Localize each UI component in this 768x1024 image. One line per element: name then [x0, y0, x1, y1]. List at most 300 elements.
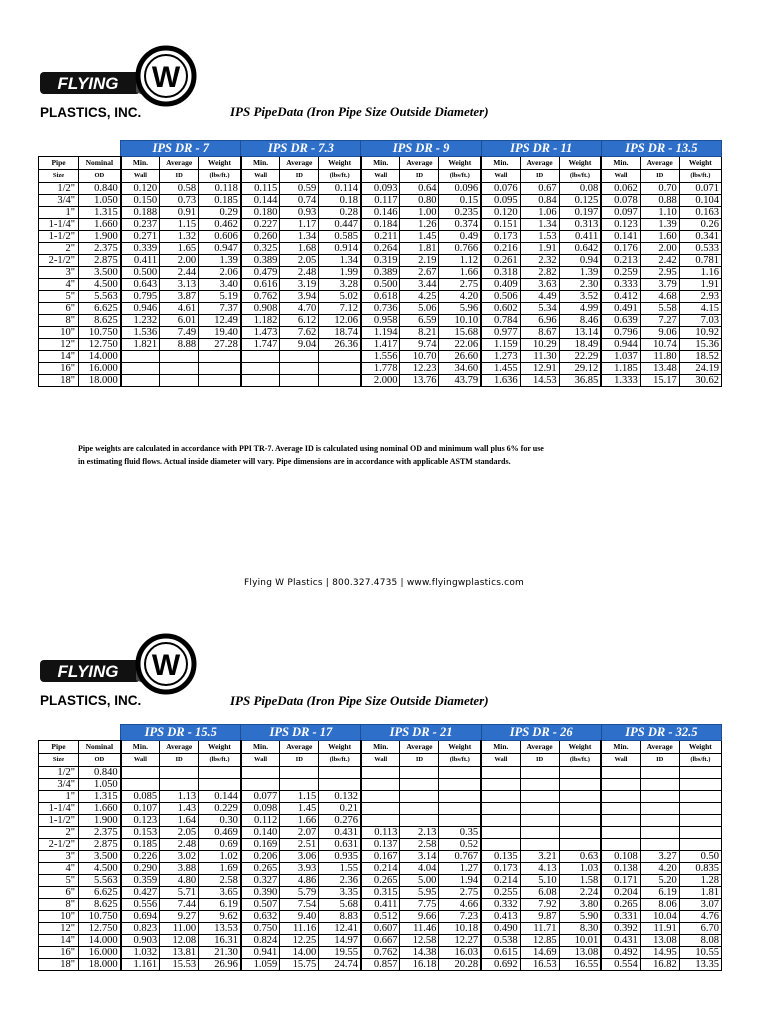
value-cell: 5.19 [199, 291, 241, 303]
table-row [39, 327, 722, 339]
value-cell: 10.750 [79, 911, 121, 923]
value-cell: 0.914 [319, 243, 361, 255]
value-cell: 1.778 [361, 363, 400, 375]
value-cell: 0.694 [121, 911, 160, 923]
value-cell [520, 827, 559, 839]
value-cell [481, 839, 520, 851]
value-cell: 12.25 [280, 935, 319, 947]
pipe-size-cell: 16" [39, 947, 79, 959]
value-cell [121, 375, 160, 387]
value-cell [199, 363, 241, 375]
value-cell: 0.823 [121, 923, 160, 935]
value-cell: 0.958 [361, 315, 400, 327]
value-cell: 10.29 [520, 339, 559, 351]
value-cell: 0.093 [361, 183, 400, 195]
value-cell: 27.28 [199, 339, 241, 351]
value-cell: 0.606 [199, 231, 241, 243]
value-cell: 0.642 [559, 243, 601, 255]
column-header: ID [520, 170, 559, 183]
column-header: Weight [199, 157, 241, 170]
value-cell: 1.55 [319, 863, 361, 875]
value-cell: 5.06 [400, 303, 439, 315]
value-cell [439, 791, 481, 803]
column-header: Wall [121, 170, 160, 183]
value-cell: 1.660 [79, 803, 121, 815]
value-cell: 0.085 [121, 791, 160, 803]
value-cell: 1.10 [640, 207, 679, 219]
value-cell: 5.563 [79, 291, 121, 303]
value-cell: 0.947 [199, 243, 241, 255]
value-cell: 1.81 [400, 243, 439, 255]
table-row [39, 363, 722, 375]
column-header: Weight [679, 741, 721, 754]
value-cell: 0.762 [361, 947, 400, 959]
value-cell [439, 767, 481, 779]
value-cell: 3.87 [160, 291, 199, 303]
value-cell [439, 779, 481, 791]
value-cell: 13.35 [679, 959, 721, 971]
value-cell: 13.08 [640, 935, 679, 947]
value-cell: 0.259 [601, 267, 640, 279]
value-cell: 0.163 [679, 207, 721, 219]
value-cell: 0.941 [241, 947, 280, 959]
value-cell: 1.12 [439, 255, 481, 267]
table-row [39, 959, 722, 971]
value-cell: 12.91 [520, 363, 559, 375]
value-cell: 14.000 [79, 935, 121, 947]
value-cell: 7.44 [160, 899, 199, 911]
value-cell: 0.197 [559, 207, 601, 219]
dr-group-header: IPS DR - 9 [361, 141, 481, 157]
value-cell: 0.903 [121, 935, 160, 947]
pipe-size-cell: 16" [39, 363, 79, 375]
table-row [39, 875, 722, 887]
value-cell: 13.08 [559, 947, 601, 959]
value-cell: 1.53 [520, 231, 559, 243]
value-cell [640, 815, 679, 827]
value-cell: 10.55 [679, 947, 721, 959]
value-cell: 0.692 [481, 959, 520, 971]
pipe-size-cell: 14" [39, 935, 79, 947]
value-cell: 1.17 [280, 219, 319, 231]
value-cell: 1.15 [160, 219, 199, 231]
value-cell: 0.411 [121, 255, 160, 267]
column-header: (lbs/ft.) [679, 754, 721, 767]
value-cell: 0.171 [601, 875, 640, 887]
value-cell: 0.071 [679, 183, 721, 195]
value-cell: 1.15 [280, 791, 319, 803]
value-cell [520, 779, 559, 791]
value-cell: 9.04 [280, 339, 319, 351]
value-cell: 10.92 [679, 327, 721, 339]
column-header: Wall [481, 754, 520, 767]
value-cell: 1.536 [121, 327, 160, 339]
pipe-size-cell: 2" [39, 243, 79, 255]
value-cell: 0.077 [241, 791, 280, 803]
value-cell: 1.39 [640, 219, 679, 231]
value-cell [601, 839, 640, 851]
value-cell: 1.65 [160, 243, 199, 255]
footer-contact: Flying W Plastics | 800.327.4735 | www.flyingwplastics.com [244, 578, 524, 588]
column-header: Nominal [79, 157, 121, 170]
value-cell [601, 779, 640, 791]
value-cell: 4.70 [280, 303, 319, 315]
pipe-size-cell: 4" [39, 279, 79, 291]
value-cell: 20.28 [439, 959, 481, 971]
value-cell: 0.607 [361, 923, 400, 935]
column-header: Weight [319, 741, 361, 754]
value-cell [481, 815, 520, 827]
column-header: Average [280, 157, 319, 170]
column-header: Wall [481, 170, 520, 183]
pipe-size-cell: 6" [39, 887, 79, 899]
pipe-size-cell: 5" [39, 291, 79, 303]
value-cell: 0.260 [241, 231, 280, 243]
column-header: Nominal [79, 741, 121, 754]
value-cell: 3.21 [520, 851, 559, 863]
value-cell: 12.41 [319, 923, 361, 935]
pipe-size-cell: 1" [39, 791, 79, 803]
value-cell: 5.10 [520, 875, 559, 887]
value-cell: 0.58 [160, 183, 199, 195]
column-header: Average [160, 741, 199, 754]
value-cell: 7.37 [199, 303, 241, 315]
value-cell: 2.000 [361, 375, 400, 387]
value-cell: 9.40 [280, 911, 319, 923]
value-cell: 2.48 [160, 839, 199, 851]
value-cell: 1.900 [79, 815, 121, 827]
column-header: (lbs/ft.) [319, 170, 361, 183]
value-cell: 0.237 [121, 219, 160, 231]
value-cell: 1.636 [481, 375, 520, 387]
svg-text:W: W [151, 649, 181, 682]
value-cell: 0.123 [121, 815, 160, 827]
column-header: (lbs/ft.) [559, 170, 601, 183]
value-cell: 34.60 [439, 363, 481, 375]
value-cell: 8.625 [79, 899, 121, 911]
value-cell: 0.615 [481, 947, 520, 959]
value-cell: 1.660 [79, 219, 121, 231]
value-cell: 0.977 [481, 327, 520, 339]
value-cell: 0.333 [601, 279, 640, 291]
value-cell: 1.315 [79, 791, 121, 803]
value-cell: 2.00 [160, 255, 199, 267]
value-cell: 1.473 [241, 327, 280, 339]
value-cell: 0.618 [361, 291, 400, 303]
column-header: (lbs/ft.) [679, 170, 721, 183]
value-cell: 10.750 [79, 327, 121, 339]
column-header: ID [280, 170, 319, 183]
value-cell: 0.411 [559, 231, 601, 243]
column-header: Average [400, 741, 439, 754]
value-cell [520, 815, 559, 827]
value-cell: 0.29 [199, 207, 241, 219]
value-cell: 3.63 [520, 279, 559, 291]
value-cell [319, 351, 361, 363]
value-cell: 3.80 [559, 899, 601, 911]
value-cell: 1.26 [400, 219, 439, 231]
value-cell [241, 779, 280, 791]
column-header: Min. [481, 157, 520, 170]
table-row [39, 851, 722, 863]
value-cell: 6.625 [79, 887, 121, 899]
value-cell: 29.12 [559, 363, 601, 375]
value-cell: 1.66 [280, 815, 319, 827]
value-cell: 0.63 [559, 851, 601, 863]
value-cell [319, 779, 361, 791]
value-cell: 0.490 [481, 923, 520, 935]
value-cell: 0.556 [121, 899, 160, 911]
value-cell: 0.667 [361, 935, 400, 947]
value-cell: 10.10 [439, 315, 481, 327]
value-cell: 5.68 [319, 899, 361, 911]
page-title: IPS PipeData (Iron Pipe Size Outside Diameter) [230, 693, 489, 708]
value-cell [241, 363, 280, 375]
value-cell: 0.206 [241, 851, 280, 863]
value-cell: 8.46 [559, 315, 601, 327]
value-cell: 1.58 [559, 875, 601, 887]
value-cell: 2.42 [640, 255, 679, 267]
value-cell: 0.098 [241, 803, 280, 815]
value-cell: 8.83 [319, 911, 361, 923]
value-cell: 0.176 [601, 243, 640, 255]
value-cell: 2.00 [640, 243, 679, 255]
pipe-data-table-2 [38, 724, 722, 971]
value-cell: 0.389 [241, 255, 280, 267]
value-cell: 0.214 [361, 863, 400, 875]
value-cell [640, 779, 679, 791]
value-cell: 0.214 [481, 875, 520, 887]
value-cell: 0.69 [199, 839, 241, 851]
value-cell [361, 791, 400, 803]
value-cell: 0.107 [121, 803, 160, 815]
value-cell: 4.76 [679, 911, 721, 923]
value-cell: 0.602 [481, 303, 520, 315]
value-cell: 0.390 [241, 887, 280, 899]
value-cell: 0.15 [439, 195, 481, 207]
table-row [39, 779, 722, 791]
table-row [39, 219, 722, 231]
value-cell: 0.585 [319, 231, 361, 243]
value-cell: 1.32 [160, 231, 199, 243]
pipe-size-cell: 14" [39, 351, 79, 363]
value-cell: 0.512 [361, 911, 400, 923]
value-cell: 0.188 [121, 207, 160, 219]
value-cell: 0.750 [241, 923, 280, 935]
value-cell: 0.138 [601, 863, 640, 875]
value-cell: 0.325 [241, 243, 280, 255]
value-cell: 2.67 [400, 267, 439, 279]
value-cell: 7.62 [280, 327, 319, 339]
value-cell: 2.06 [199, 267, 241, 279]
value-cell [679, 791, 721, 803]
value-cell: 1.27 [439, 863, 481, 875]
value-cell: 2.05 [280, 255, 319, 267]
value-cell [400, 803, 439, 815]
value-cell: 6.625 [79, 303, 121, 315]
value-cell: 12.58 [400, 935, 439, 947]
value-cell: 7.27 [640, 315, 679, 327]
value-cell: 3.27 [640, 851, 679, 863]
value-cell: 18.52 [679, 351, 721, 363]
value-cell: 0.409 [481, 279, 520, 291]
value-cell: 16.18 [400, 959, 439, 971]
value-cell: 0.185 [121, 839, 160, 851]
value-cell: 0.078 [601, 195, 640, 207]
value-cell: 0.73 [160, 195, 199, 207]
value-cell: 1.39 [559, 267, 601, 279]
value-cell: 1.68 [280, 243, 319, 255]
value-cell: 21.30 [199, 947, 241, 959]
value-cell: 0.313 [559, 219, 601, 231]
column-header: Wall [601, 754, 640, 767]
value-cell: 9.27 [160, 911, 199, 923]
value-cell [160, 375, 199, 387]
value-cell: 2.13 [400, 827, 439, 839]
value-cell: 0.840 [79, 183, 121, 195]
value-cell: 1.159 [481, 339, 520, 351]
value-cell [640, 827, 679, 839]
value-cell: 14.00 [280, 947, 319, 959]
value-cell: 8.06 [640, 899, 679, 911]
value-cell: 0.946 [121, 303, 160, 315]
value-cell: 1.161 [121, 959, 160, 971]
value-cell: 0.118 [199, 183, 241, 195]
value-cell: 13.14 [559, 327, 601, 339]
value-cell: 0.94 [559, 255, 601, 267]
value-cell: 2.32 [520, 255, 559, 267]
table-row [39, 195, 722, 207]
value-cell: 0.08 [559, 183, 601, 195]
column-header: Min. [601, 741, 640, 754]
value-cell: 2.48 [280, 267, 319, 279]
value-cell: 2.44 [160, 267, 199, 279]
column-header: ID [640, 170, 679, 183]
value-cell: 0.431 [319, 827, 361, 839]
value-cell: 2.375 [79, 243, 121, 255]
value-cell: 0.204 [601, 887, 640, 899]
column-header: Weight [559, 741, 601, 754]
value-cell: 0.507 [241, 899, 280, 911]
value-cell: 3.35 [319, 887, 361, 899]
value-cell: 9.62 [199, 911, 241, 923]
value-cell [400, 815, 439, 827]
value-cell [559, 779, 601, 791]
value-cell: 1.64 [160, 815, 199, 827]
value-cell: 22.29 [559, 351, 601, 363]
value-cell: 0.762 [241, 291, 280, 303]
column-header: Wall [601, 170, 640, 183]
value-cell: 13.76 [400, 375, 439, 387]
value-cell: 6.01 [160, 315, 199, 327]
column-header: (lbs/ft.) [439, 170, 481, 183]
value-cell: 0.538 [481, 935, 520, 947]
value-cell: 0.180 [241, 207, 280, 219]
value-cell: 0.229 [199, 803, 241, 815]
value-cell: 9.87 [520, 911, 559, 923]
value-cell [520, 791, 559, 803]
value-cell: 4.61 [160, 303, 199, 315]
value-cell: 0.211 [361, 231, 400, 243]
table-row [39, 803, 722, 815]
value-cell: 0.108 [601, 851, 640, 863]
value-cell: 1.43 [160, 803, 199, 815]
value-cell: 4.80 [160, 875, 199, 887]
value-cell: 0.18 [319, 195, 361, 207]
column-header: Weight [199, 741, 241, 754]
value-cell: 36.85 [559, 375, 601, 387]
value-cell: 0.114 [319, 183, 361, 195]
value-cell: 0.70 [640, 183, 679, 195]
value-cell: 0.413 [481, 911, 520, 923]
value-cell [361, 803, 400, 815]
value-cell: 1.34 [319, 255, 361, 267]
value-cell: 14.000 [79, 351, 121, 363]
value-cell: 1.455 [481, 363, 520, 375]
value-cell: 26.96 [199, 959, 241, 971]
value-cell: 0.28 [319, 207, 361, 219]
value-cell: 10.18 [439, 923, 481, 935]
column-header: Min. [241, 157, 280, 170]
value-cell: 9.66 [400, 911, 439, 923]
value-cell: 1.91 [679, 279, 721, 291]
column-header: ID [520, 754, 559, 767]
value-cell: 0.80 [400, 195, 439, 207]
value-cell: 4.66 [439, 899, 481, 911]
value-cell: 0.91 [160, 207, 199, 219]
value-cell: 2.75 [439, 279, 481, 291]
value-cell: 0.137 [361, 839, 400, 851]
svg-text:PLASTICS, INC.: PLASTICS, INC. [40, 693, 142, 708]
value-cell: 1.69 [199, 863, 241, 875]
value-cell: 1.00 [400, 207, 439, 219]
value-cell: 1.02 [199, 851, 241, 863]
value-cell: 0.840 [79, 767, 121, 779]
page-title: IPS PipeData (Iron Pipe Size Outside Diameter) [230, 104, 489, 119]
table-row [39, 303, 722, 315]
value-cell: 0.935 [319, 851, 361, 863]
value-cell: 1.45 [400, 231, 439, 243]
dr-group-header: IPS DR - 13.5 [601, 141, 721, 157]
value-cell: 0.500 [121, 267, 160, 279]
value-cell: 0.64 [400, 183, 439, 195]
dr-group-header: IPS DR - 7 [121, 141, 241, 157]
value-cell: 0.332 [481, 899, 520, 911]
value-cell: 0.784 [481, 315, 520, 327]
value-cell: 4.13 [520, 863, 559, 875]
value-cell: 6.19 [640, 887, 679, 899]
pipe-size-cell: 2-1/2" [39, 839, 79, 851]
value-cell [559, 767, 601, 779]
value-cell: 3.28 [319, 279, 361, 291]
value-cell: 0.096 [439, 183, 481, 195]
value-cell: 1.66 [439, 267, 481, 279]
value-cell: 1.94 [439, 875, 481, 887]
pipe-size-cell: 1/2" [39, 767, 79, 779]
value-cell: 0.185 [199, 195, 241, 207]
value-cell: 13.81 [160, 947, 199, 959]
column-header: Average [640, 157, 679, 170]
column-header: OD [79, 170, 121, 183]
column-header: OD [79, 754, 121, 767]
table-row [39, 243, 722, 255]
value-cell: 0.076 [481, 183, 520, 195]
value-cell: 0.796 [601, 327, 640, 339]
value-cell [520, 839, 559, 851]
value-cell: 14.53 [520, 375, 559, 387]
column-header: ID [160, 754, 199, 767]
value-cell: 0.319 [361, 255, 400, 267]
